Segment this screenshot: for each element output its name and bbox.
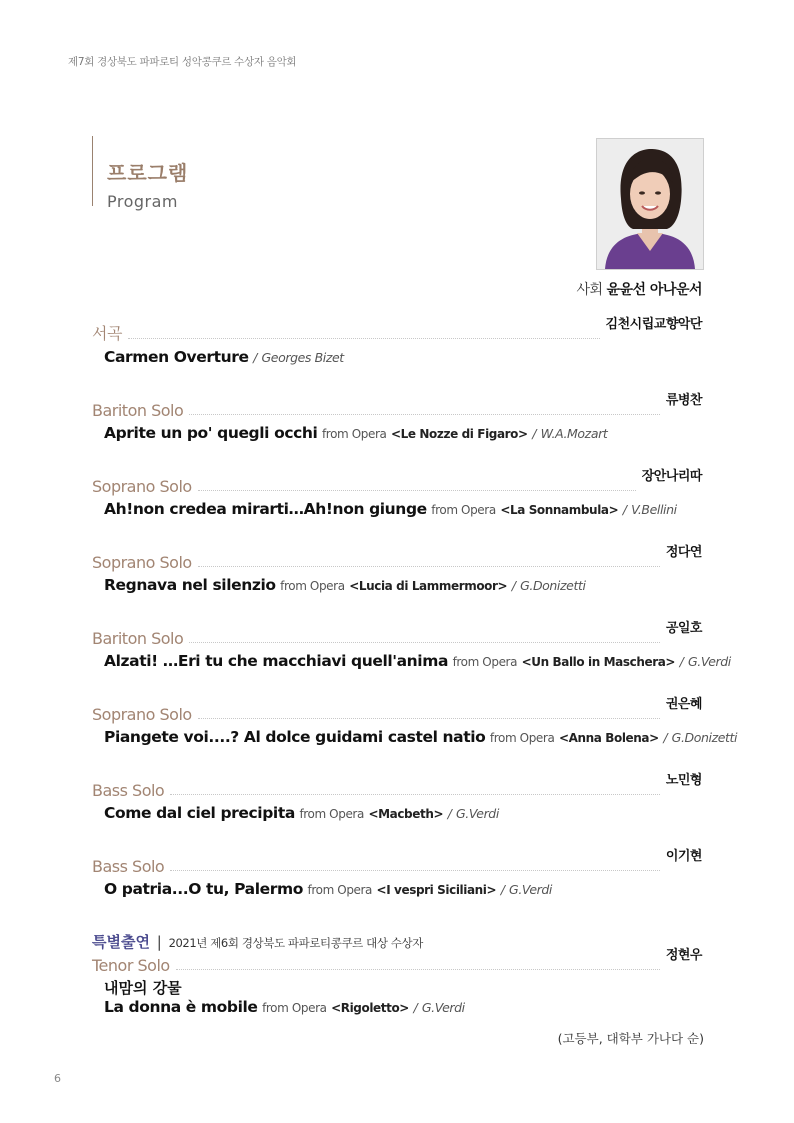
item-performer: 정현우 xyxy=(665,948,702,963)
leader-dots xyxy=(189,641,660,643)
item-from: from Opera xyxy=(307,883,373,897)
item-composer: Georges Bizet xyxy=(261,350,344,365)
program-item xyxy=(92,393,702,442)
item-composer-sep: / xyxy=(500,882,505,897)
item-composer-sep: / xyxy=(663,730,668,745)
item-opera: <Rigoletto> xyxy=(331,1001,409,1015)
ordering-footnote: (고등부, 대학부 가나다 순) xyxy=(557,1031,704,1046)
item-category: Soprano Solo xyxy=(92,705,192,724)
item-work xyxy=(104,500,702,518)
item-category: Bariton Solo xyxy=(92,629,184,648)
item-from: from Opera xyxy=(262,1001,327,1015)
page-title-korean: 프로그램 xyxy=(107,161,189,185)
program-item xyxy=(92,697,738,746)
item-work xyxy=(104,998,702,1016)
item-opera: <Anna Bolena> xyxy=(558,731,659,745)
item-category: Soprano Solo xyxy=(92,477,192,496)
item-category: Bariton Solo xyxy=(92,401,184,420)
item-performer: 권은혜 xyxy=(665,697,702,712)
leader-dots xyxy=(128,337,600,339)
leader-dots xyxy=(176,968,660,970)
item-performer: 김천시립교향악단 xyxy=(605,317,702,332)
host-name: 윤윤선 아나운서 xyxy=(606,282,702,298)
item-piece: O patria...O tu, Palermo xyxy=(104,880,303,898)
item-work xyxy=(104,348,702,366)
program-item-special xyxy=(92,948,702,975)
item-from: from Opera xyxy=(489,731,555,745)
item-category: Bass Solo xyxy=(92,781,165,800)
item-composer-sep: / xyxy=(679,654,684,669)
item-performer: 이기현 xyxy=(665,849,702,864)
host-role: 사회 xyxy=(576,282,603,298)
item-performer: 장안나리따 xyxy=(641,469,702,484)
item-opera: <La Sonnambula> xyxy=(500,503,619,517)
item-opera: <Le Nozze di Figaro> xyxy=(391,427,528,441)
item-category: 서곡 xyxy=(92,324,122,343)
leader-dots xyxy=(189,413,660,415)
special-separator: | xyxy=(156,933,162,951)
item-composer-sep: / xyxy=(413,1000,418,1015)
item-composer: G.Donizetti xyxy=(671,730,738,745)
item-piece: Aprite un po' quegli occhi xyxy=(104,424,318,442)
item-performer: 노민형 xyxy=(665,773,702,788)
item-work xyxy=(104,804,702,822)
program-item xyxy=(92,621,731,670)
program-item xyxy=(92,849,702,898)
item-piece: La donna è mobile xyxy=(104,998,258,1016)
item-work xyxy=(104,728,738,746)
item-piece: Piangete voi....? Al dolce guidami castel natio xyxy=(104,728,486,746)
running-header: 제7회 경상북도 파파로티 성악콩쿠르 수상자 음악회 xyxy=(68,56,297,68)
leader-dots xyxy=(198,489,636,491)
program-item-special-work xyxy=(92,978,702,1016)
item-category: Soprano Solo xyxy=(92,553,192,572)
leader-dots xyxy=(170,869,660,871)
item-piece: Ah!non credea mirarti…Ah!non giunge xyxy=(104,500,427,518)
item-composer: G.Verdi xyxy=(456,806,499,821)
item-work xyxy=(104,424,702,442)
item-composer: G.Verdi xyxy=(421,1000,465,1015)
item-performer: 정다연 xyxy=(665,545,702,560)
item-performer: 류병찬 xyxy=(665,393,702,408)
item-category: Tenor Solo xyxy=(92,956,170,975)
special-label: 특별출연 xyxy=(92,933,150,951)
item-work xyxy=(104,576,702,594)
program-title-block xyxy=(92,136,189,211)
item-opera: <Un Ballo in Maschera> xyxy=(521,655,676,669)
item-opera: <I vespri Siciliani> xyxy=(376,883,497,897)
item-opera: <Macbeth> xyxy=(368,807,444,821)
item-category: Bass Solo xyxy=(92,857,165,876)
special-appearance-heading xyxy=(92,931,423,952)
item-composer: V.Bellini xyxy=(631,502,677,517)
item-from: from Opera xyxy=(321,427,387,441)
item-opera: <Lucia di Lammermoor> xyxy=(349,579,508,593)
leader-dots xyxy=(198,565,660,567)
program-item xyxy=(92,545,702,594)
leader-dots xyxy=(198,717,660,719)
item-piece: Alzati! …Eri tu che macchiavi quell'anima xyxy=(104,652,449,670)
item-work xyxy=(104,652,731,670)
item-piece: Come dal ciel precipita xyxy=(104,804,295,822)
item-composer: G.Donizetti xyxy=(520,578,586,593)
item-piece: Carmen Overture xyxy=(104,348,249,366)
item-composer: W.A.Mozart xyxy=(540,426,608,441)
program-item xyxy=(92,317,702,366)
item-from: from Opera xyxy=(431,503,496,517)
item-from: from Opera xyxy=(452,655,518,669)
page-number: 6 xyxy=(54,1072,61,1085)
leader-dots xyxy=(170,793,660,795)
item-composer: G.Verdi xyxy=(687,654,731,669)
item-performer: 공일호 xyxy=(665,621,702,636)
item-from: from Opera xyxy=(299,807,364,821)
special-korean-piece: 내맘의 강물 xyxy=(104,979,182,997)
item-work xyxy=(104,880,702,898)
host-portrait-photo xyxy=(596,138,704,270)
item-composer-sep: / xyxy=(253,350,257,365)
item-composer-sep: / xyxy=(622,502,627,517)
item-composer: G.Verdi xyxy=(509,882,552,897)
item-composer-sep: / xyxy=(447,806,452,821)
item-composer-sep: / xyxy=(532,426,537,441)
item-composer-sep: / xyxy=(511,578,516,593)
program-item xyxy=(92,773,702,822)
page-title-english: Program xyxy=(107,192,179,211)
item-from: from Opera xyxy=(280,579,345,593)
item-piece: Regnava nel silenzio xyxy=(104,576,276,594)
special-description: 2021년 제6회 경상북도 파파로티콩쿠르 대상 수상자 xyxy=(168,936,423,950)
program-item xyxy=(92,469,702,518)
host-caption xyxy=(576,279,702,299)
